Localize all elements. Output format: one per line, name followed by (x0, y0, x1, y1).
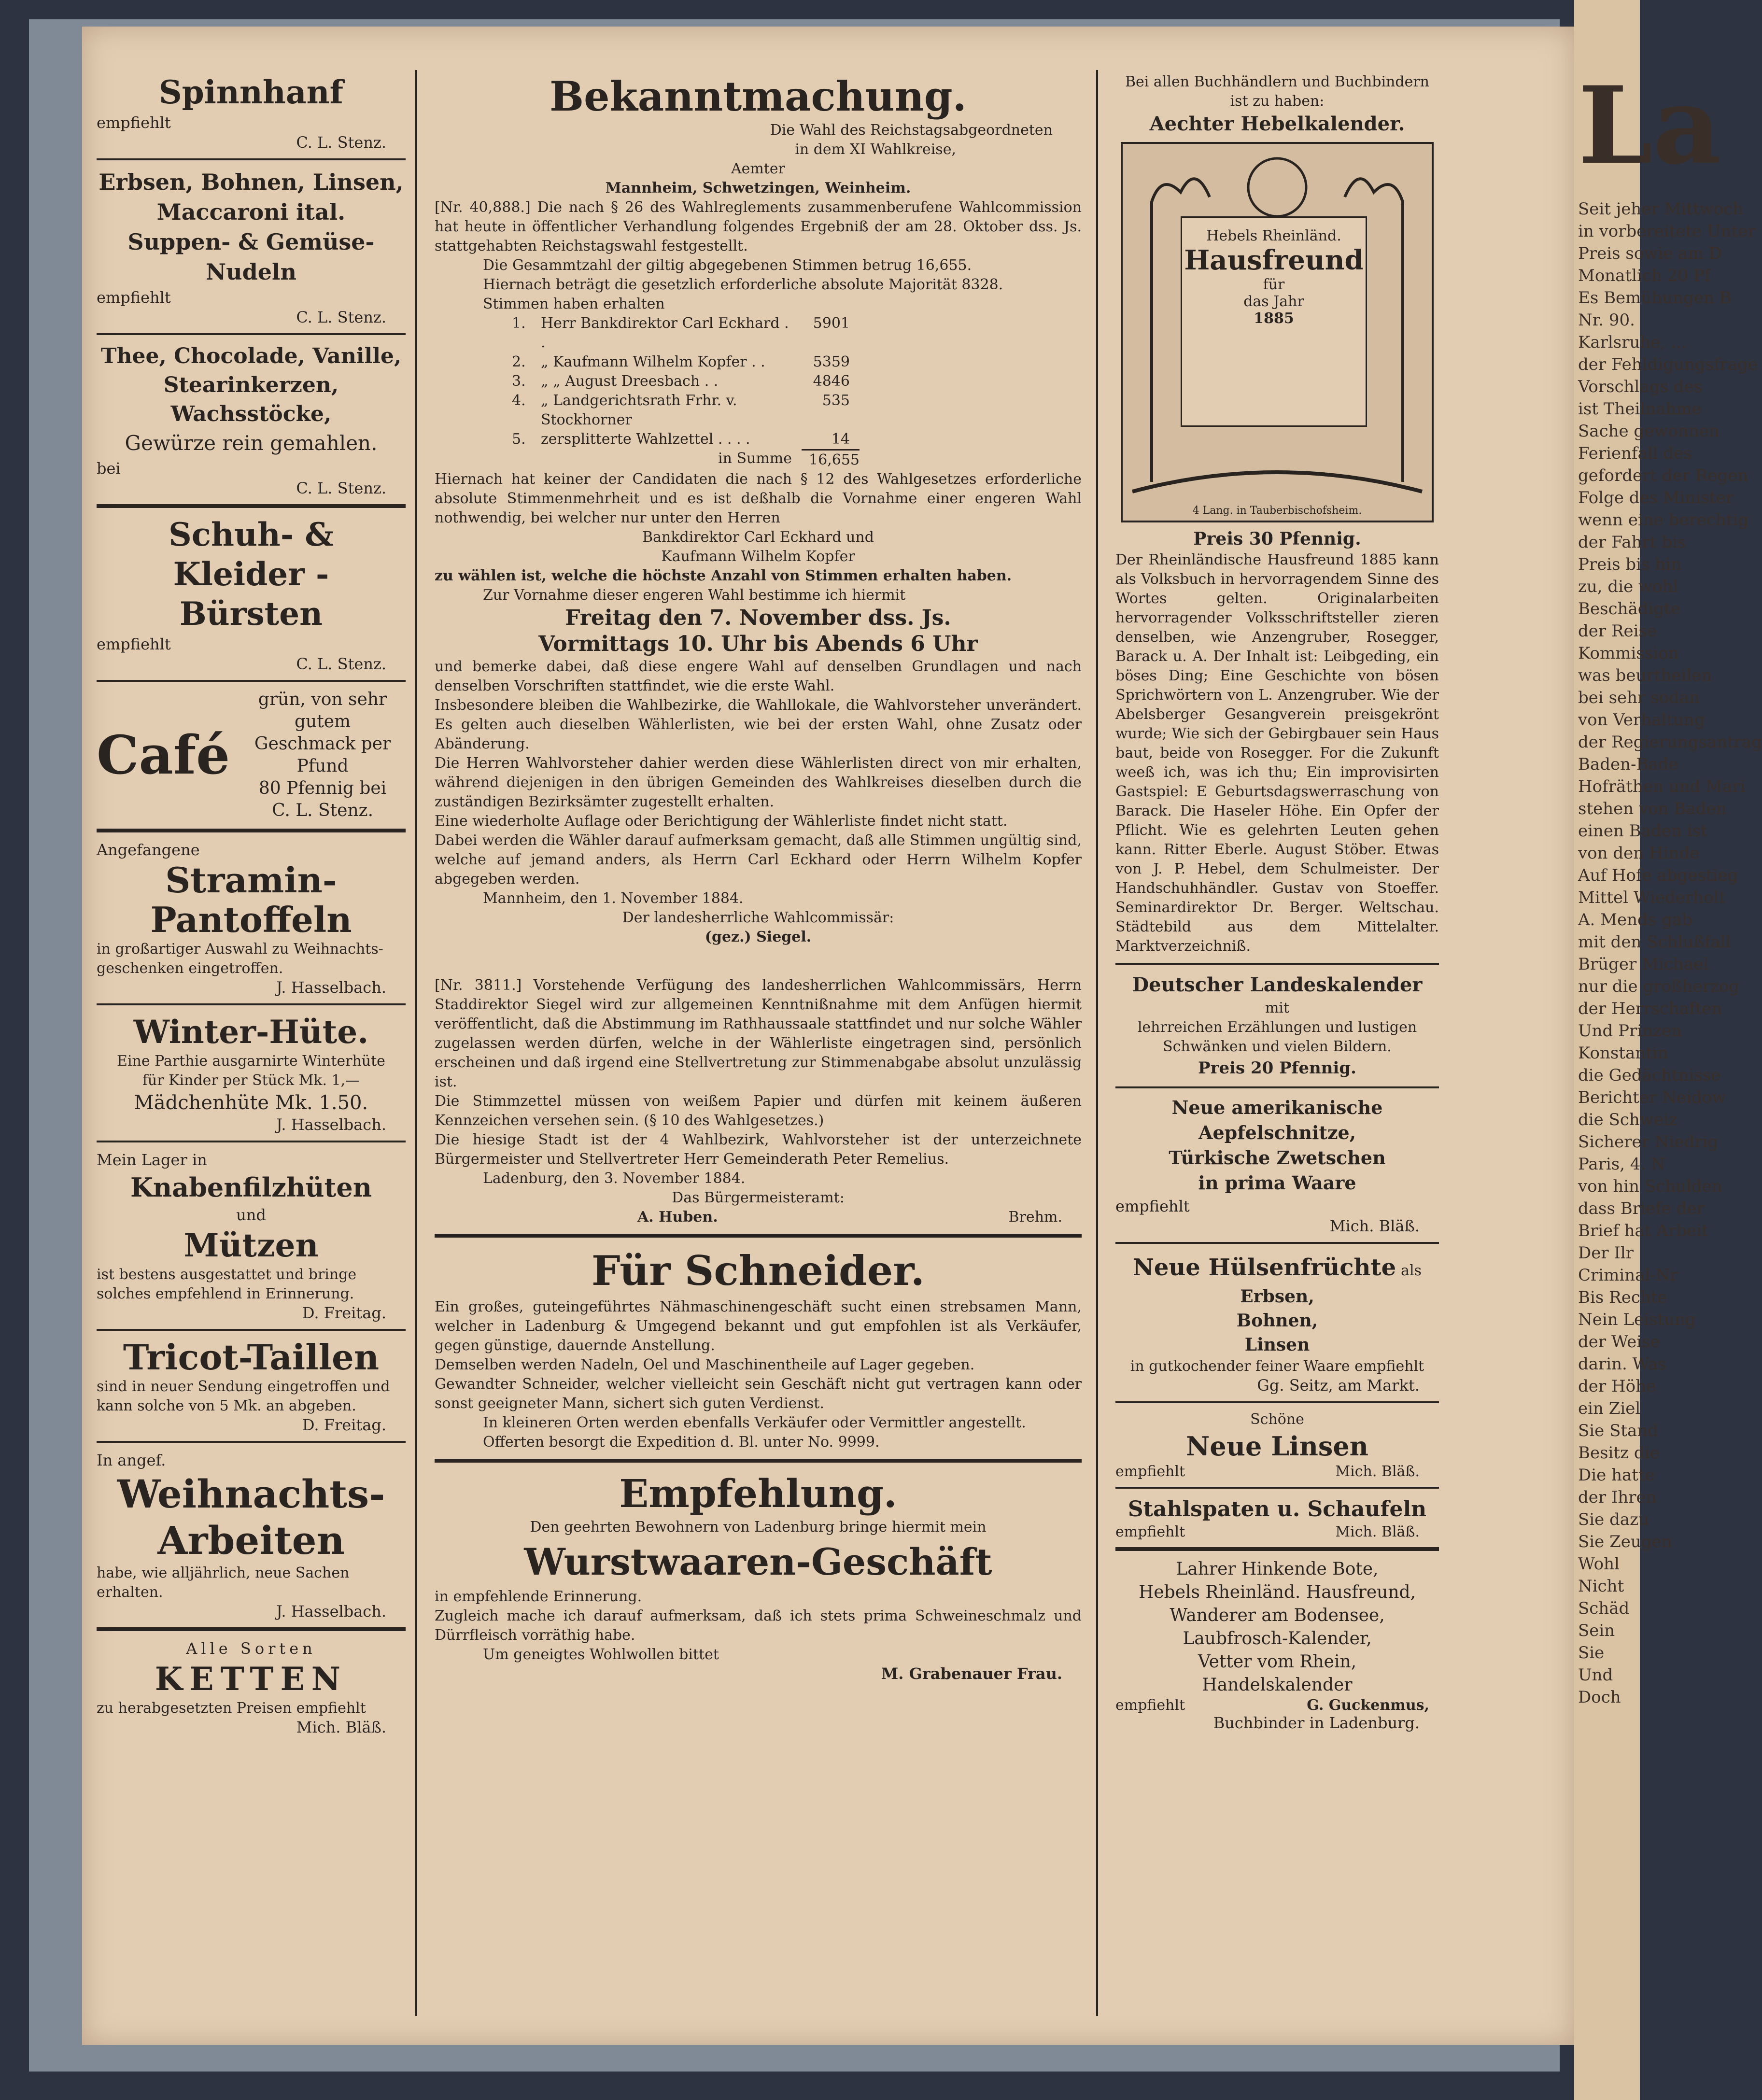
ad-signature: Mich. Bläß. (296, 1718, 386, 1736)
ad-line: in prima Waare (1198, 1172, 1356, 1194)
ad-line: grün, von sehr gutem (258, 690, 387, 732)
notice-sub: Die Wahl des Reichstagsabgeordneten (770, 122, 1053, 139)
ad-title: Café (97, 724, 230, 786)
divider (1115, 963, 1439, 965)
facing-page-text: dass Briefe der (1578, 1199, 1705, 1218)
ad-signature: C. L. Stenz. (296, 655, 386, 673)
ad-line: Laubfrosch-Kalender, (1183, 1629, 1372, 1649)
facing-page-text: Sache gewonnen (1578, 422, 1720, 441)
facing-page-text: der Regierungsantrag (1578, 733, 1762, 752)
sum-label: in Summe (718, 450, 792, 467)
facing-page-text: Bis Rechte (1578, 1288, 1667, 1307)
ad-paragraph: in empfehlende Erinnerung. (435, 1588, 642, 1605)
newspaper-page (82, 27, 1574, 2045)
facing-page-text: Seit jeher Mittwoch (1578, 199, 1744, 219)
facing-page-text: darin. Was (1578, 1354, 1666, 1374)
ad-line: 80 Pfennig bei (258, 778, 387, 798)
facing-page-text: wenn eine berechtig (1578, 510, 1749, 530)
ad-signature: Mich. Bläß. (1335, 1523, 1420, 1540)
ad-title: KETTEN (155, 1660, 348, 1698)
divider (97, 158, 406, 160)
middle-column (435, 72, 1082, 1683)
notice-date: Vormittags 10. Uhr bis Abends 6 Uhr (538, 632, 978, 656)
facing-page-text: zu, die wohl (1578, 577, 1678, 596)
ad-aepfel (1115, 1095, 1439, 1235)
ad-line: Mädchenhüte Mk. 1.50. (134, 1092, 368, 1114)
ad-line: Neue amerikanische (1171, 1097, 1383, 1118)
divider (1115, 1401, 1439, 1403)
ad-title: Winter-Hüte. (133, 1013, 369, 1051)
facing-page-text: Die hatte (1578, 1466, 1655, 1485)
candidate-votes: 5359 (813, 353, 850, 370)
ad-title: Arbeiten (157, 1518, 345, 1563)
divider (435, 1234, 1082, 1238)
ad-tea (97, 342, 406, 497)
ad-paragraph: Der Rheinländische Hausfreund 1885 kann als Volksbuch in hervorragendem Sinne des Wortes gelten. Originalarbeiten hervorragender Volksschriftsteller zieren denselben, wie Anzengruber, Rosegger, Barack u. A. Der Inhalt ist: Leibgeding, ein böses Ding; Eine Geschichte von bösen Sprichwörtern von L. Anzengruber. Wie der Abelsberger Gesangverein preisgekrönt wurde; Wie sich der Gebirgbauer sein Haus baut, beide von Rosegger. For die Zukunft weeß ich, was ich thu; Ein improvisirten Gastspiel: E Geburtsdagswerraschung von Barack. Die Haseler Höhe. Ein Opfer der Pflicht. Wie es gelehrten Leuten gehen kann. Ritter Eberle. August Stöber. Etwas von J. P. Hebel, dem Schulmeister. Der Handschuhhändler. Gustav von Stoeffer. Seminardirektor Dr. Berger. Weltschau. Städtebild aus dem Mittelalter. Marktverzeichniß. (1115, 551, 1439, 955)
facing-page-text: Karlsruhe, ... (1578, 333, 1687, 352)
ad-line: Erbsen, Bohnen, Linsen, (99, 169, 404, 195)
facing-page-text: einen Baden ist (1578, 821, 1707, 841)
candidate-name: Herr Bankdirektor Carl Eckhard . . (541, 315, 789, 351)
ad-signature: D. Freitag. (302, 1416, 386, 1434)
facing-page-text: Hofräthen und Mari (1578, 777, 1746, 796)
facing-page-text: Es Bemühungen B (1578, 288, 1732, 308)
facing-page-text: der Reise (1578, 621, 1657, 641)
notice-paragraph: Mannheim, den 1. November 1884. (483, 890, 744, 907)
ad-linsen (1115, 1410, 1439, 1480)
calendar-illustration (1121, 142, 1434, 522)
divider (1115, 1487, 1439, 1489)
facing-page-text: Der Ilr (1578, 1243, 1634, 1263)
notice-paragraph: Hiernach hat keiner der Candidaten die nach § 12 des Wahlgesetzes erforderliche absolute Stimmenmehrheit und es ist deßhalb die Vornahme einer engeren Wahl nothwendig, bei welcher nur unter den Herren (435, 471, 1082, 526)
ad-paragraph: Um geneigtes Wohlwollen bittet (483, 1646, 719, 1663)
candidate-votes: 4846 (813, 373, 850, 390)
candidate-votes: 14 (831, 431, 850, 448)
facing-page-text: Criminal-Nr (1578, 1266, 1678, 1285)
notice-sub: Aemter (731, 160, 786, 177)
facing-page-text: Sie dazu (1578, 1510, 1649, 1529)
facing-page-text: Paris, 4. N (1578, 1155, 1665, 1174)
ad-signature: Mich. Bläß. (1329, 1217, 1420, 1235)
facing-page-text: Brief hat Arbeit (1578, 1221, 1708, 1240)
masthead-fragment: La (1578, 63, 1722, 188)
candidate-name: „ Kaufmann Wilhelm Kopfer . . (541, 353, 765, 370)
facing-page-text: der Fahrt bis (1578, 533, 1686, 552)
candidate-number: 2. (512, 353, 526, 370)
facing-page-text: der Ihren (1578, 1488, 1657, 1507)
notice-name: Kaufmann Wilhelm Kopfer (661, 548, 855, 565)
candidate-name: „ „ August Dreesbach . . (541, 373, 719, 390)
ad-title: Tricot-Taillen (123, 1337, 380, 1378)
ad-pre: Mein Lager in (97, 1151, 207, 1169)
ad-kalender-list (1115, 1558, 1439, 1732)
ad-line: C. L. Stenz. (272, 801, 374, 820)
notice-sub: Mannheim, Schwetzingen, Weinheim. (605, 180, 911, 197)
divider (1115, 1242, 1439, 1244)
ad-text: empfiehlt (1115, 1197, 1190, 1215)
ad-paragraph: Demselben werden Nadeln, Oel und Maschinentheile auf Lager gegeben. (435, 1356, 975, 1373)
candidate-name: zersplitterte Wahlzettel . . . . (541, 431, 750, 448)
divider (97, 504, 406, 508)
facing-page-text: Sie Stand (1578, 1421, 1658, 1440)
facing-page-text: Konstantin (1578, 1043, 1668, 1063)
ad-legumes (97, 167, 406, 326)
ad-title: Mützen (183, 1226, 319, 1264)
ad-title: Stramin- (165, 860, 337, 901)
facing-page-text: Beschädigte (1578, 599, 1680, 619)
ad-signature: C. L. Stenz. (296, 308, 386, 326)
ad-price: Preis 30 Pfennig. (1193, 529, 1361, 549)
illustration-caption: 4 Lang. in Tauberbischofsheim. (1192, 505, 1362, 517)
ad-signature: Buchbinder in Ladenburg. (1213, 1714, 1420, 1732)
ad-line: lehrreichen Erzählungen und lustigen (1137, 1019, 1417, 1036)
facing-page-text: der Herrschaften (1578, 999, 1722, 1018)
notice-paragraph: Stimmen haben erhalten (483, 296, 665, 312)
candidate-row (435, 372, 1082, 391)
notice-name: Bankdirektor Carl Eckhard und (642, 529, 874, 546)
notice-paragraph: [Nr. 3811.] Vorstehende Verfügung des landesherrlichen Wahlcommissärs, Herrn Staddirektor Siegel wird zur allgemeinen Kenntnißnahme mit dem Anfügen hiermit veröffentlicht, daß die Abstimmung im Rathhaussaale stattfindet und nur solche Wähler zugelassen werden dürfen, welche in der Wählerliste eingetragen sind, persönlich erscheinen und daß irgend eine Stellvertretung zur Stimmenabgabe absolut unzulässig ist. (435, 977, 1082, 1090)
ad-line: Handelskalender (1202, 1675, 1353, 1695)
facing-page-text: der Weise (1578, 1332, 1660, 1352)
candidate-sum (435, 449, 1082, 470)
divider (97, 1329, 406, 1331)
ad-title: Neue Linsen (1186, 1431, 1368, 1462)
ad-line: Aepfelschnitze, (1198, 1122, 1356, 1143)
notice-signature: A. Huben. (637, 1209, 718, 1226)
ad-line: Lahrer Hinkende Bote, (1176, 1559, 1379, 1579)
ad-title: Empfehlung. (619, 1471, 897, 1516)
notice-paragraph: Das Bürgermeisteramt: (672, 1189, 845, 1206)
ad-signature: Gg. Seitz, am Markt. (1257, 1376, 1420, 1395)
divider (97, 829, 406, 832)
notice-sub: in dem XI Wahlkreise, (795, 141, 956, 158)
column-divider (1096, 70, 1098, 2016)
notice-paragraph: Der landesherrliche Wahlcommissär: (622, 909, 894, 926)
illustration-text: das Jahr (1243, 293, 1304, 310)
notice-paragraph: Ladenburg, den 3. November 1884. (483, 1170, 746, 1187)
divider (97, 1141, 406, 1142)
notice-paragraph: Die Gesammtzahl der giltig abgegebenen Stimmen betrug 16,655. (483, 257, 972, 274)
divider (97, 680, 406, 682)
facing-page-text: was beurtheilen (1578, 666, 1712, 685)
ad-title: Aechter Hebelkalender. (1149, 113, 1405, 135)
ad-signature: G. Guckenmus, (1307, 1697, 1429, 1714)
ad-line: Stearinkerzen, Wachsstöcke, (163, 373, 339, 426)
ad-text: habe, wie alljährlich, neue Sachen erhalten. (97, 1564, 350, 1601)
ad-signature: C. L. Stenz. (296, 479, 386, 497)
facing-page-text: nur die großherzog (1578, 977, 1740, 996)
ad-text: ist bestens ausgestattet und bringe solches empfehlend in Erinnerung. (97, 1266, 357, 1302)
ad-huelsen (1115, 1251, 1439, 1395)
ad-text: empfiehlt (1115, 1697, 1185, 1714)
facing-page-text: Besitz die (1578, 1443, 1660, 1463)
facing-page-text: A. Mends gab (1578, 910, 1692, 930)
notice-paragraph: Die hiesige Stadt ist der 4 Wahlbezirk, Wahlvorsteher ist der unterzeichnete Bürgermeister und Stellvertreter Herr Gemeinderath Peter Remelius. (435, 1131, 1082, 1168)
ad-signature: M. Grabenauer Frau. (881, 1664, 1062, 1683)
candidate-number: 4. (512, 392, 526, 409)
ad-text: sind in neuer Sendung eingetroffen und kann solche von 5 Mk. an abgeben. (97, 1378, 390, 1414)
notice-title: Bekanntmachung. (550, 72, 967, 120)
candidate-number: 5. (512, 431, 526, 448)
ad-title: Weihnachts- (117, 1471, 385, 1517)
ad-schneider (435, 1244, 1082, 1452)
ad-line: Linsen (1244, 1335, 1310, 1355)
facing-page-text: Schäd (1578, 1599, 1630, 1618)
candidate-row (435, 430, 1082, 449)
ad-line: als (1401, 1262, 1422, 1279)
left-column (97, 72, 406, 1736)
ad-signature: J. Hasselbach. (276, 978, 386, 997)
ad-stahlspaten (1115, 1495, 1439, 1540)
notice-bekanntmachung (435, 72, 1082, 1227)
ad-title: Für Schneider. (591, 1247, 925, 1295)
notice-paragraph: und bemerke dabei, daß diese engere Wahl auf denselben Grundlagen und nach denselben Vorschriften stattfindet, wie die erste Wahl. (435, 658, 1082, 694)
ad-signature: C. L. Stenz. (296, 133, 386, 152)
divider (97, 1003, 406, 1005)
divider (1115, 1086, 1439, 1088)
ad-title: Schuh- & (169, 516, 334, 553)
ad-title: Neue Hülsenfrüchte (1132, 1254, 1396, 1281)
ad-text: bei (97, 459, 121, 478)
notice-paragraph: zu wählen ist, welche die höchste Anzahl von Stimmen erhalten haben. (435, 567, 1012, 584)
ad-line: Vetter vom Rhein, (1198, 1652, 1357, 1672)
notice-paragraph: Insbesondere bleiben die Wahlbezirke, die Wahllokale, die Wahlvorsteher unverändert. Es gelten auch dieselben Wählerlisten, wie bei der ersten Wahl, ohne Zusatz oder Abänderung. (435, 697, 1082, 752)
candidate-votes: 535 (822, 392, 850, 409)
illustration-text: 1885 (1254, 310, 1294, 327)
ad-line: Suppen- & Gemüse-Nudeln (127, 229, 375, 285)
facing-page-text: Preis bis hin (1578, 555, 1681, 574)
ad-paragraph: Zugleich mache ich darauf aufmerksam, daß ich stets prima Schweineschmalz und Dürrfleisch vorräthig habe. (435, 1607, 1082, 1644)
ad-line: mit (1265, 1000, 1290, 1016)
facing-page-fragment (1574, 0, 1762, 2100)
ad-signature: Mich. Bläß. (1335, 1463, 1420, 1480)
ad-ketten (97, 1638, 406, 1736)
facing-page-text: Folge des Minister (1578, 488, 1734, 507)
illustration-text: Hebels Rheinländ. (1206, 227, 1341, 244)
ad-line: Eine Parthie ausgarnirte Winterhüte (117, 1053, 385, 1070)
ad-pre: Alle Sorten (186, 1639, 316, 1658)
ad-empfehlung (435, 1469, 1082, 1683)
facing-page-text: stehen von Baden (1578, 799, 1727, 818)
ad-winter-hats (97, 1012, 406, 1134)
ad-line: Wanderer am Bodensee, (1170, 1606, 1385, 1625)
ad-line: Hebels Rheinländ. Hausfreund, (1138, 1582, 1416, 1602)
ad-pantoffeln (97, 839, 406, 997)
ad-paragraph: Ein großes, guteingeführtes Nähmaschinengeschäft sucht einen strebsamen Mann, welcher in Ladenburg & Umgegend bekannt und gut empfohlen ist als Verkäufer, gegen günstige, dauernde Anstellung. (435, 1298, 1082, 1354)
ad-paragraph: Offerten besorgt die Expedition d. Bl. unter No. 9999. (483, 1434, 880, 1451)
candidate-row (435, 352, 1082, 372)
divider (97, 1441, 406, 1443)
facing-page-text: gefordert der Regen (1578, 466, 1748, 485)
illustration-text: Hausfreund (1184, 244, 1364, 276)
ad-line: und (236, 1206, 266, 1224)
facing-page-text: Brüger Michael (1578, 955, 1708, 974)
notice-date: Freitag den 7. November dss. Js. (565, 606, 951, 630)
facing-page-text: Monatlich 20 Pf (1578, 266, 1711, 285)
notice-paragraph: Die Stimmzettel müssen von weißem Papier und dürfen mit keinem äußeren Kennzeichen versehen sein. (§ 10 des Wahlgesetzes.) (435, 1093, 1082, 1129)
candidate-votes: 5901 (813, 315, 850, 332)
ad-text: empfiehlt (1115, 1463, 1185, 1480)
ad-weihnachts (97, 1450, 406, 1621)
ad-line: Bohnen, (1236, 1311, 1318, 1331)
notice-paragraph: [Nr. 40,888.] Die nach § 26 des Wahlreglements zusammenberufene Wahlcommission hat heute in öffentlicher Verhandlung folgendes Ergebniß der am 28. Oktober dss. Js. stattgehabten Reichstagswahl festgestellt. (435, 199, 1082, 254)
facing-page-text: die Schweiz (1578, 1110, 1677, 1129)
facing-page-text: Und (1578, 1665, 1613, 1685)
ad-paragraph: In kleineren Orten werden ebenfalls Verkäufer oder Vermittler angestellt. (483, 1414, 1026, 1431)
ad-brushes (97, 515, 406, 673)
ad-paragraph: Den geehrten Bewohnern von Ladenburg bringe hiermit mein (530, 1519, 987, 1536)
facing-page-text: Sicherer Niedrig (1578, 1132, 1719, 1152)
divider (1115, 1547, 1439, 1551)
ad-title: Kleider - Bürsten (173, 555, 329, 633)
notice-signature: Brehm. (1008, 1209, 1062, 1226)
ad-title: Stahlspaten u. Schaufeln (1128, 1497, 1427, 1522)
ad-text: empfiehlt (97, 635, 171, 653)
ad-line: Türkische Zwetschen (1169, 1147, 1386, 1169)
ad-text: empfiehlt (97, 288, 171, 307)
candidate-number: 1. (512, 315, 526, 332)
ad-line: Erbsen, (1240, 1286, 1314, 1307)
ad-text: Bei allen Buchhändlern und Buchbindern ist zu haben: (1125, 73, 1429, 110)
facing-page-text: Vorschlags des (1578, 377, 1703, 396)
facing-page-text: Preis sowie am D (1578, 244, 1722, 263)
ad-text: empfiehlt (97, 113, 171, 132)
ad-text: zu herabgesetzten Preisen empfiehlt (97, 1700, 366, 1717)
ad-line: Schwänken und vielen Bildern. (1163, 1038, 1392, 1055)
notice-paragraph: Dabei werden die Wähler darauf aufmerksam gemacht, daß alle Stimmen ungültig sind, welche auf jemand anders, als Herrn Carl Eckhard oder Herrn Wilhelm Kopfer abgegeben werden. (435, 832, 1082, 888)
ad-title: Wurstwaaren-Geschäft (524, 1540, 992, 1583)
facing-page-text: Mittel Wiederholt (1578, 888, 1726, 907)
ad-line: Geschmack per Pfund (254, 734, 391, 776)
facing-page-text: Sein (1578, 1621, 1615, 1640)
sum-value: 16,655 (802, 449, 860, 470)
divider (97, 333, 406, 335)
notice-paragraph: Zur Vornahme dieser engeren Wahl bestimme ich hiermit (483, 587, 906, 604)
facing-page-text: ein Ziel (1578, 1399, 1641, 1418)
ad-title: Pantoffeln (150, 899, 352, 940)
facing-page-text: Nr. 90. (1578, 310, 1635, 330)
ad-knaben (97, 1149, 406, 1322)
ad-line: für Kinder per Stück Mk. 1,— (142, 1072, 360, 1089)
illustration-frame (1181, 216, 1367, 427)
ad-text: empfiehlt (1115, 1523, 1185, 1540)
ad-text: in gutkochender feiner Waare empfiehlt (1130, 1358, 1424, 1375)
notice-paragraph: (gez.) Siegel. (705, 929, 812, 945)
facing-page-text: Berichter Neidow (1578, 1088, 1726, 1107)
facing-page-text: Und Prinzen (1578, 1021, 1682, 1041)
ad-signature: D. Freitag. (302, 1304, 386, 1322)
column-divider (415, 70, 417, 2016)
divider (435, 1459, 1082, 1463)
right-column (1115, 72, 1439, 1732)
facing-page-text: mit den Schlußfall (1578, 932, 1731, 952)
facing-page-text: Nicht (1578, 1577, 1624, 1596)
facing-page-text: Nein Leistung (1578, 1310, 1696, 1329)
facing-page-text: Sie (1578, 1643, 1605, 1663)
ad-title: Spinnhanf (159, 73, 343, 111)
facing-page-text: Auf Hofe abgestieg (1578, 866, 1738, 885)
facing-page-text: von Verhaltung (1578, 710, 1705, 730)
ad-landeskalender (1115, 972, 1439, 1080)
ad-cafe (97, 689, 406, 822)
ad-signature: J. Hasselbach. (276, 1602, 386, 1621)
facing-page-text: der Höhe (1578, 1377, 1656, 1396)
facing-page-text: Wohl (1578, 1554, 1620, 1574)
facing-page-text: die Gedächtnisse (1578, 1066, 1721, 1085)
facing-page-text: von hin Schulden (1578, 1177, 1722, 1196)
ad-tricot (97, 1338, 406, 1434)
facing-page-text: Baden-Bade (1578, 755, 1678, 774)
ad-line: Thee, Chocolade, Vanille, (100, 344, 402, 368)
notice-paragraph: Eine wiederholte Auflage oder Berichtigung der Wählerliste findet nicht statt. (435, 813, 1008, 830)
ad-paragraph: Gewandter Schneider, welcher vielleicht sein Geschäft nicht gut vertragen kann oder sonst geeigneter Mann, sichert sich guten Verdienst. (435, 1376, 1082, 1412)
ad-title: Knabenfilzhüten (130, 1172, 372, 1203)
facing-page-text: Ferienfall des (1578, 444, 1692, 463)
facing-page-text: Sie Zeugen (1578, 1532, 1672, 1551)
facing-page-text: bei sehr sodan (1578, 688, 1700, 707)
candidate-name: „ Landgerichtsrath Frhr. v. Stockhorner (541, 392, 737, 428)
facing-page-text: Doch (1578, 1688, 1621, 1707)
ad-spinnhanf (97, 72, 406, 152)
facing-page-text: ist Theilnahme (1578, 399, 1702, 419)
notice-paragraph: Die Herren Wahlvorsteher dahier werden diese Wählerlisten direct von mir erhalten, während diejenigen in den übrigen Gemeinden des Wahlkreises dieselben durch die zuständigen Bezirksämter zugestellt erhalten. (435, 755, 1082, 810)
facing-page-text: in vorbereitete Unter (1578, 222, 1756, 241)
candidate-number: 3. (512, 373, 526, 390)
ad-price: Preis 20 Pfennig. (1198, 1058, 1356, 1078)
ad-pre: Angefangene (97, 841, 200, 859)
illustration-text: für (1263, 276, 1285, 293)
ad-line: Gewürze rein gemahlen. (125, 431, 378, 455)
ad-text: in großartiger Auswahl zu Weihnachts-geschenken eingetroffen. (97, 941, 383, 977)
ad-pre: Schöne (1250, 1411, 1304, 1428)
facing-page-text: der Fehldigungsfrage (1578, 355, 1758, 374)
ad-signature: J. Hasselbach. (276, 1115, 386, 1134)
candidate-row (435, 314, 1082, 352)
ad-line: Maccaroni ital. (156, 199, 346, 225)
facing-page-text: Kommission (1578, 644, 1679, 663)
ad-pre: In angef. (97, 1451, 166, 1469)
ad-title: Deutscher Landeskalender (1132, 973, 1423, 996)
ad-hebelkalender (1115, 72, 1439, 956)
divider (97, 1627, 406, 1631)
facing-page-text: von den Hinde (1578, 844, 1700, 863)
notice-paragraph: Hiernach beträgt die gesetzlich erforderliche absolute Majorität 8328. (483, 276, 1003, 293)
candidate-row (435, 391, 1082, 430)
